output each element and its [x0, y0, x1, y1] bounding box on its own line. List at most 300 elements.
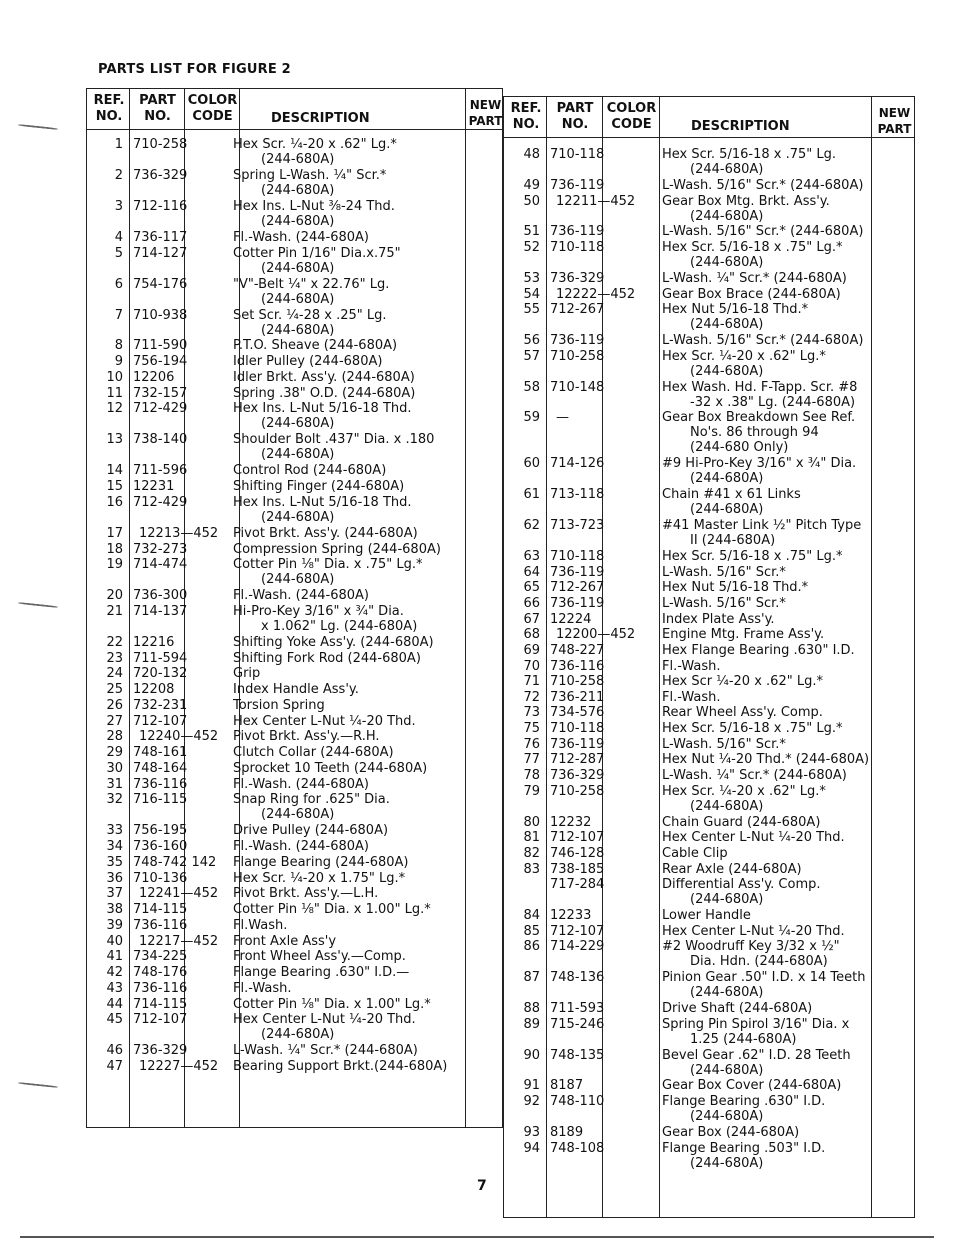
description-line: (244-680A) [690, 317, 764, 333]
part-description [233, 137, 397, 167]
description-line: Fl.-Wash. (244-680A) [233, 839, 370, 855]
part-description [233, 354, 382, 369]
part-number: 710-118 [550, 721, 605, 737]
part-number: 748-136 [550, 970, 605, 986]
part-description [662, 271, 847, 286]
part-number: 12200—452 [556, 627, 636, 643]
ref-number: 9 [114, 354, 123, 370]
ref-number: 6 [114, 276, 123, 292]
part-description [662, 1141, 825, 1171]
ref-number: 92 [523, 1094, 540, 1109]
part-description [662, 333, 863, 348]
description-line: Spring L-Wash. ¼" Scr.* [233, 167, 387, 183]
part-description [233, 997, 431, 1012]
description-line: Chain #41 x 61 Links [662, 487, 801, 503]
part-number: 12231 [133, 479, 175, 495]
ref-number: 67 [523, 611, 540, 627]
description-line: Hex Center L-Nut ¼-20 Thd. [233, 1012, 416, 1028]
part-number: 710-258 [550, 674, 605, 690]
description-line: L-Wash. 5/16" Scr.* [662, 564, 786, 580]
ref-number: 39 [106, 917, 123, 933]
ref-number: 54 [523, 286, 540, 302]
part-number: 748-135 [550, 1047, 605, 1063]
part-number: 748-176 [133, 965, 188, 981]
part-description [233, 823, 388, 838]
part-description [662, 877, 821, 907]
ref-number: 49 [523, 177, 540, 193]
part-number: 712-107 [133, 1012, 188, 1028]
part-number: 736-116 [133, 776, 188, 792]
description-line: 1.25 (244-680A) [690, 1031, 797, 1047]
part-description [233, 308, 387, 338]
part-number: 715-246 [550, 1016, 605, 1032]
ref-number: 58 [523, 379, 540, 395]
ref-number: 57 [523, 348, 540, 364]
ref-number: 19 [106, 557, 123, 573]
description-line: Index Plate Ass'y. [662, 611, 775, 627]
description-line: (244-680A) [690, 798, 764, 814]
part-number: 736-329 [133, 167, 188, 183]
description-line: Spring .38" O.D. (244-680A) [233, 385, 416, 401]
part-description [233, 635, 434, 650]
ref-number: 65 [523, 580, 540, 596]
description-line: Chain Guard (244-680A) [662, 814, 821, 830]
description-line: Pivot Brkt. Ass'y.—L.H. [233, 886, 379, 902]
part-number: 714-126 [550, 456, 605, 472]
part-description [233, 745, 394, 760]
ref-number: 8 [114, 338, 123, 354]
ref-number: 48 [523, 147, 540, 162]
part-description [233, 855, 409, 870]
description-line: Compression Spring (244-680A) [233, 541, 441, 557]
part-description [662, 815, 820, 830]
ref-number: 56 [523, 333, 540, 348]
part-description [662, 924, 845, 939]
description-line: Hex Nut 5/16-18 Thd.* [662, 302, 809, 318]
header-ref-no: REF. NO. [93, 93, 125, 124]
part-number: 713-723 [550, 518, 605, 534]
part-number: 714-229 [550, 939, 605, 955]
part-number: 710-258 [550, 348, 605, 364]
ref-number: 18 [106, 541, 123, 557]
description-line: L-Wash. ¼" Scr.* (244-680A) [662, 270, 847, 286]
part-description [233, 761, 427, 776]
description-line: Clutch Collar (244-680A) [233, 745, 394, 761]
part-description [662, 380, 857, 410]
part-description [662, 627, 824, 642]
ref-number: 12 [106, 401, 123, 417]
description-line: Grip [233, 666, 261, 682]
description-line: (244-680A) [261, 260, 335, 276]
part-description [233, 871, 405, 886]
description-line: (244-680A) [261, 416, 335, 432]
description-line: Hex Scr. 5/16-18 x .75" Lg. [662, 147, 836, 162]
part-description [233, 479, 404, 494]
part-number: 734-576 [550, 705, 605, 721]
part-description [233, 934, 336, 949]
ref-number: 90 [523, 1047, 540, 1063]
ref-number: 70 [523, 658, 540, 674]
part-description [233, 495, 412, 525]
description-line: Drive Pulley (244-680A) [233, 823, 389, 839]
description-line: Cable Clip [662, 845, 728, 861]
part-number: 738-140 [133, 432, 188, 448]
description-line: Cotter Pin ⅛" Dia. x .75" Lg.* [233, 557, 423, 573]
description-line: #41 Master Link ½" Pitch Type [662, 518, 862, 534]
description-line: Fl.-Wash. [233, 980, 292, 996]
ref-number: 78 [523, 768, 540, 784]
ref-number: 79 [523, 783, 540, 799]
part-number: 736-119 [550, 564, 605, 580]
header-new-part-right: NEW PART [877, 106, 912, 136]
part-number: 748-110 [550, 1094, 605, 1109]
part-number: 736-329 [550, 768, 605, 784]
ref-number: 2 [114, 167, 123, 183]
ref-number: 45 [106, 1012, 123, 1028]
part-number: 12216 [133, 634, 175, 650]
part-number: 732-157 [133, 385, 188, 401]
part-number: 712-267 [550, 302, 605, 318]
description-line: Flange Bearing .630" I.D. [662, 1094, 826, 1109]
description-line: (244-680A) [690, 892, 764, 908]
ref-number: 61 [523, 487, 540, 503]
description-line: Hex Ins. L-Nut 5/16-18 Thd. [233, 401, 412, 417]
ref-number: 37 [106, 886, 123, 902]
part-description [662, 970, 865, 1000]
part-number: 736-117 [133, 229, 188, 245]
description-line: (244-680A) [261, 572, 335, 588]
ref-number: 41 [106, 949, 123, 965]
description-line: Hex Wash. Hd. F-Tapp. Scr. #8 [662, 379, 858, 395]
description-line: Shifting Yoke Ass'y. (244-680A) [233, 634, 434, 650]
ref-number: 64 [523, 564, 540, 580]
description-line: "V"-Belt ¼" x 22.76" Lg. [233, 276, 390, 292]
ref-number: 69 [523, 642, 540, 658]
ref-number: 20 [106, 588, 123, 604]
description-line: Front Axle Ass'y [233, 933, 337, 949]
description-line: x 1.062" Lg. (244-680A) [261, 619, 418, 634]
part-description [233, 1043, 418, 1058]
part-description [662, 224, 863, 239]
part-description [662, 565, 786, 580]
ref-number: 3 [114, 198, 123, 214]
description-line: Index Handle Ass'y. [233, 682, 359, 698]
description-line: Fl.-Wash. [662, 658, 721, 674]
part-description [233, 965, 409, 980]
ref-number: 50 [523, 193, 540, 209]
header-color-code: COLOR CODE [187, 93, 238, 124]
description-line: Fl.-Wash. (244-680A) [233, 776, 370, 792]
ref-number: 29 [106, 745, 123, 761]
description-line: Gear Box Cover (244-680A) [662, 1078, 842, 1094]
description-line: (244-680A) [261, 213, 335, 229]
description-line: Gear Box (244-680A) [662, 1124, 800, 1140]
part-description [233, 432, 434, 462]
description-line: (244-680A) [261, 509, 335, 525]
part-number: 710-938 [133, 307, 188, 323]
description-line: Engine Mtg. Frame Ass'y. [662, 627, 825, 643]
description-line: Cotter Pin ⅛" Dia. x 1.00" Lg.* [233, 996, 431, 1012]
part-number: 746-128 [550, 845, 605, 861]
ref-number: 85 [523, 923, 540, 939]
part-number: 12217—452 [139, 933, 219, 949]
ref-number: 91 [523, 1078, 540, 1094]
description-line: Differential Ass'y. Comp. [662, 877, 821, 893]
part-description [662, 768, 847, 783]
part-description [662, 752, 869, 767]
ref-number: 77 [523, 752, 540, 768]
ref-number: 7 [114, 307, 123, 323]
description-line: Flange Bearing .630" I.D.— [233, 965, 410, 981]
part-number: 734-225 [133, 949, 188, 965]
left-parts-table [86, 88, 503, 1128]
part-description [662, 178, 863, 193]
part-number: 716-115 [133, 792, 188, 808]
description-line: Control Rod (244-680A) [233, 463, 387, 479]
description-line: Shifting Finger (244-680A) [233, 479, 405, 495]
part-description [662, 240, 842, 270]
description-line: Pinion Gear .50" I.D. x 14 Teeth [662, 970, 866, 986]
part-number: 12206 [133, 369, 175, 385]
part-description [662, 784, 826, 814]
ref-number: 46 [106, 1043, 123, 1059]
description-line: Bevel Gear .62" I.D. 28 Teeth [662, 1047, 851, 1063]
ref-number: 87 [523, 970, 540, 986]
part-description [662, 705, 823, 720]
description-line: Torsion Spring [233, 697, 325, 713]
part-number: 711-590 [133, 338, 188, 354]
description-line: (244-680A) [690, 985, 764, 1001]
description-line: Shifting Fork Rod (244-680A) [233, 650, 421, 666]
part-number: 736-116 [550, 658, 605, 674]
ref-number: 5 [114, 245, 123, 261]
part-number: 748-164 [133, 760, 188, 776]
description-line: Hex Scr. ¼-20 x .62" Lg.* [662, 783, 826, 799]
part-description [662, 659, 721, 674]
part-number: 736-119 [550, 333, 605, 348]
description-line: (244-680A) [261, 1027, 335, 1043]
part-description [233, 651, 421, 666]
description-line: (244-680A) [690, 1155, 764, 1171]
description-line: Hex Scr. ¼-20 x 1.75" Lg.* [233, 870, 406, 886]
description-line: Shoulder Bolt .437" Dia. x .180 [233, 432, 435, 448]
part-number: 756-194 [133, 354, 188, 370]
part-number: 748-742 142 [133, 854, 217, 870]
part-number: 736-119 [550, 224, 605, 240]
description-line: (244-680A) [690, 1109, 764, 1124]
description-line: Cotter Pin ⅛" Dia. x 1.00" Lg.* [233, 902, 431, 918]
description-line: (244-680A) [690, 208, 764, 224]
ref-number: 1 [114, 137, 123, 152]
ref-number: 73 [523, 705, 540, 721]
description-line: (244-680A) [261, 322, 335, 338]
part-number: 711-593 [550, 1001, 605, 1016]
part-description [662, 1001, 812, 1016]
part-number: 714-474 [133, 557, 188, 573]
part-description [662, 596, 786, 611]
part-number: 736-119 [550, 595, 605, 611]
part-number: 736-300 [133, 588, 188, 604]
part-description [662, 194, 830, 224]
part-description [233, 463, 386, 478]
ref-number: 32 [106, 792, 123, 808]
part-description [662, 410, 855, 455]
part-description [233, 588, 369, 603]
ref-number: 30 [106, 760, 123, 776]
description-line: -32 x .38" Lg. (244-680A) [690, 394, 856, 410]
description-line: Set Scr. ¼-28 x .25" Lg. [233, 307, 387, 323]
part-number: 12233 [550, 908, 592, 923]
part-description [662, 721, 842, 736]
description-line: Hex Ins. L-Nut 5/16-18 Thd. [233, 494, 412, 510]
ref-number: 71 [523, 674, 540, 690]
part-number: 713-118 [550, 487, 605, 503]
description-line: Flange Bearing .503" I.D. [662, 1140, 826, 1156]
ref-number: 59 [523, 410, 540, 426]
description-line: (244-680A) [261, 291, 335, 307]
ref-number: 94 [523, 1140, 540, 1156]
ref-number: 53 [523, 270, 540, 286]
description-line: Cotter Pin 1/16" Dia.x.75" [233, 245, 401, 261]
part-number: 738-185 [550, 861, 605, 877]
ref-number: 35 [106, 854, 123, 870]
part-number: 712-429 [133, 401, 188, 417]
ref-number: 28 [106, 729, 123, 745]
part-number: 736-329 [133, 1043, 188, 1059]
description-line: L-Wash. 5/16" Scr.* [662, 595, 786, 611]
ref-number: 80 [523, 814, 540, 830]
ref-number: 55 [523, 302, 540, 318]
ref-number: 60 [523, 456, 540, 472]
part-number: 712-429 [133, 494, 188, 510]
ref-number: 38 [106, 902, 123, 918]
part-number: 710-258 [550, 783, 605, 799]
part-number: 710-118 [550, 147, 605, 162]
part-description [662, 580, 808, 595]
description-line: Rear Axle (244-680A) [662, 861, 802, 877]
part-description [233, 542, 441, 557]
description-line: Gear Box Mtg. Brkt. Ass'y. [662, 193, 830, 209]
part-description [662, 349, 826, 379]
description-line: Pivot Brkt. Ass'y.—R.H. [233, 729, 380, 745]
header-description-right: DESCRIPTION [691, 119, 790, 134]
part-number: 712-107 [133, 713, 188, 729]
part-number: 710-258 [133, 137, 188, 152]
description-line: (244-680A) [261, 447, 335, 463]
parts-list-title: PARTS LIST FOR FIGURE 2 [98, 62, 291, 77]
ref-number: 11 [106, 385, 123, 401]
part-number: 714-115 [133, 996, 188, 1012]
header-part-no: PART NO. [139, 93, 176, 124]
ref-number: 13 [106, 432, 123, 448]
description-line: Hex Center L-Nut ¼-20 Thd. [662, 830, 845, 846]
ref-number: 47 [106, 1059, 123, 1075]
header-new-part: NEW PART [468, 98, 503, 128]
part-description [233, 401, 412, 431]
ref-number: 34 [106, 839, 123, 855]
part-number: 711-594 [133, 650, 188, 666]
ref-number: 81 [523, 830, 540, 846]
part-number: 712-107 [550, 923, 605, 939]
description-line: (244-680 Only) [690, 440, 789, 456]
description-line: Hex Scr. 5/16-18 x .75" Lg.* [662, 721, 843, 737]
description-line: Flange Bearing (244-680A) [233, 854, 409, 870]
part-description [662, 1125, 799, 1140]
part-number: — [556, 410, 569, 426]
part-description [662, 487, 801, 517]
part-description [662, 612, 775, 627]
ref-number: 22 [106, 634, 123, 650]
part-description [233, 338, 397, 353]
part-number: 12232 [550, 814, 592, 830]
ref-number: 16 [106, 494, 123, 510]
part-number: 710-148 [550, 379, 605, 395]
ref-number: 51 [523, 224, 540, 240]
part-number: 12211—452 [556, 193, 636, 209]
part-number: 714-137 [133, 604, 188, 619]
description-line: Hex Flange Bearing .630" I.D. [662, 642, 855, 658]
part-description [233, 886, 378, 901]
description-line: Hex Scr. ¼-20 x .62" Lg.* [662, 348, 826, 364]
description-line: Fl.-Wash. (244-680A) [233, 229, 370, 245]
ref-number: 86 [523, 939, 540, 955]
description-line: Lower Handle [662, 908, 751, 923]
description-line: Pivot Brkt. Ass'y. (244-680A) [233, 525, 418, 541]
description-line: Hex Center L-Nut ¼-20 Thd. [662, 923, 845, 939]
ref-number: 25 [106, 682, 123, 698]
part-number: 714-127 [133, 245, 188, 261]
ref-number: 63 [523, 548, 540, 564]
ref-number: 43 [106, 980, 123, 996]
part-description [662, 737, 786, 752]
part-number: 714-115 [133, 902, 188, 918]
ref-number: 4 [114, 229, 123, 245]
part-number: 736-119 [550, 736, 605, 752]
header-description: DESCRIPTION [271, 111, 370, 126]
part-number: 736-211 [550, 689, 605, 705]
description-line: Drive Shaft (244-680A) [662, 1001, 813, 1016]
description-line: L-Wash. 5/16" Scr.* (244-680A) [662, 224, 864, 240]
part-number: 8187 [550, 1078, 584, 1094]
ref-number: 75 [523, 721, 540, 737]
description-line: (244-680A) [690, 162, 764, 177]
description-line: Hex Scr. 5/16-18 x .75" Lg.* [662, 240, 843, 255]
ref-number: 36 [106, 870, 123, 886]
part-number: 712-116 [133, 198, 188, 214]
description-line: No's. 86 through 94 [690, 425, 819, 441]
part-description [233, 792, 390, 822]
description-line: Hex Center L-Nut ¼-20 Thd. [233, 713, 416, 729]
part-number: 8189 [550, 1124, 584, 1140]
description-line: (244-680A) [261, 807, 335, 823]
part-description [662, 830, 845, 845]
ref-number: 84 [523, 908, 540, 923]
part-description [233, 1012, 416, 1042]
margin-mark-bottom [18, 1082, 58, 1088]
part-description [662, 518, 861, 548]
part-description [662, 643, 855, 658]
part-description [233, 682, 359, 697]
part-number: 748-227 [550, 642, 605, 658]
part-description [233, 981, 292, 996]
part-number: 736-329 [550, 270, 605, 286]
description-line: L-Wash. 5/16" Scr.* (244-680A) [662, 333, 864, 348]
description-line: (244-680A) [261, 152, 335, 167]
part-number: 754-176 [133, 276, 188, 292]
ref-number: 82 [523, 845, 540, 861]
description-line: Bearing Support Brkt.(244-680A) [233, 1059, 448, 1075]
ref-number: 14 [106, 463, 123, 479]
